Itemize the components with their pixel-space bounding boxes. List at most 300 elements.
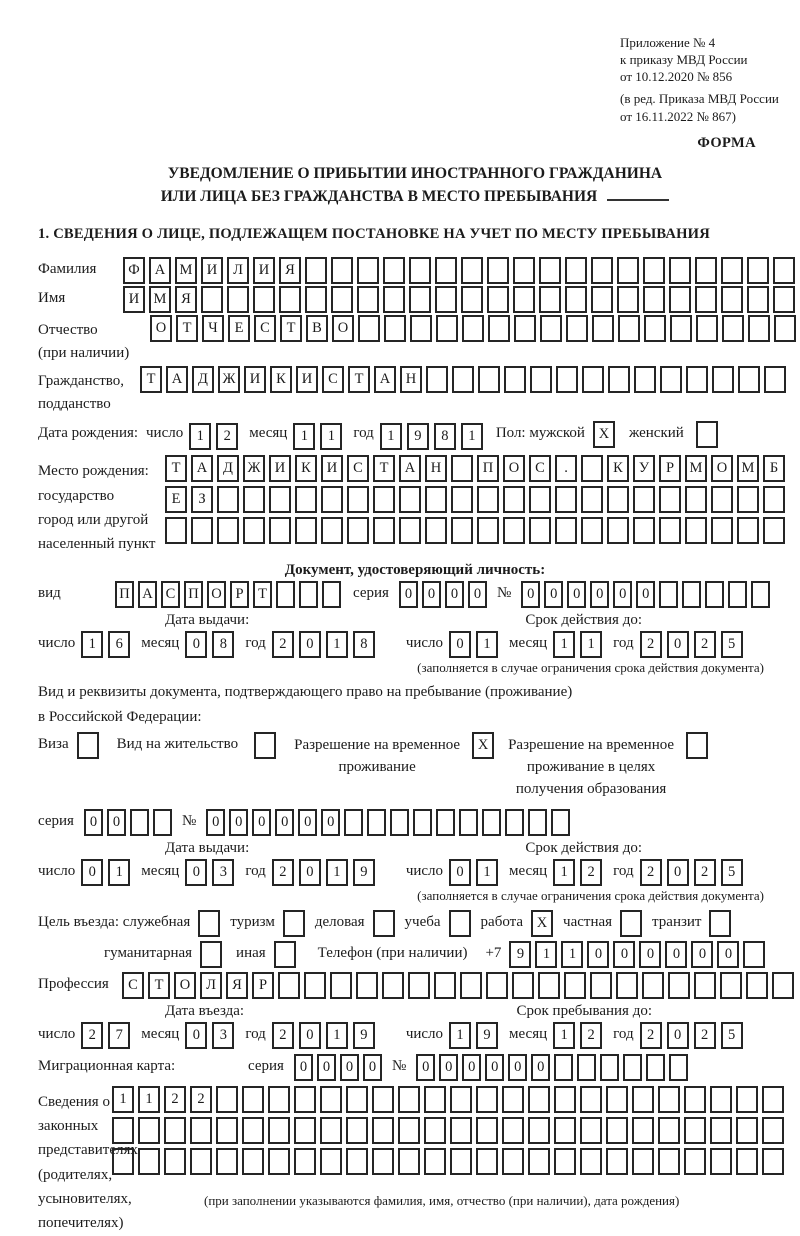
char-cell xyxy=(747,286,769,313)
month-label: месяц xyxy=(141,1025,180,1042)
char-cell xyxy=(347,486,369,513)
id-issue-day-cells xyxy=(81,631,135,658)
char-cell xyxy=(373,486,395,513)
birth-place-row-2 xyxy=(165,486,789,513)
phone-cells xyxy=(509,941,769,968)
char-cell: Т xyxy=(176,315,198,342)
purpose-humanitarian-label: гуманитарная xyxy=(104,944,193,961)
amendment-line-1: (в ред. Приказа МВД России xyxy=(620,91,779,107)
char-cell xyxy=(685,486,707,513)
char-cell xyxy=(488,315,510,342)
char-cell: Т xyxy=(140,366,162,393)
res-issue-year-cells xyxy=(272,859,380,886)
char-cell: 1 xyxy=(293,423,315,450)
char-cell xyxy=(305,286,327,313)
char-cell xyxy=(164,1117,186,1144)
char-cell: 1 xyxy=(326,1022,348,1049)
birth-date-label: Дата рождения: xyxy=(38,425,139,442)
char-cell xyxy=(322,581,341,608)
char-cell xyxy=(504,366,526,393)
char-cell xyxy=(721,257,743,284)
char-cell xyxy=(304,972,326,999)
char-cell: 9 xyxy=(509,941,531,968)
char-cell: Р xyxy=(252,972,274,999)
char-cell xyxy=(424,1086,446,1113)
char-cell: О xyxy=(503,455,525,482)
purpose-work-label: работа xyxy=(480,913,524,930)
char-cell: О xyxy=(174,972,196,999)
residence-permit-label: Вид на жительство xyxy=(116,736,239,753)
char-cell xyxy=(268,1117,290,1144)
char-cell: М xyxy=(685,455,707,482)
char-cell: 1 xyxy=(380,423,402,450)
char-cell: 0 xyxy=(416,1054,435,1081)
char-cell xyxy=(591,257,613,284)
char-cell xyxy=(477,486,499,513)
char-cell xyxy=(153,809,172,836)
profession-label: Профессия xyxy=(38,975,109,992)
char-cell xyxy=(591,286,613,313)
char-cell xyxy=(616,972,638,999)
field-birth-place xyxy=(38,455,792,556)
char-cell xyxy=(736,1148,758,1175)
char-cell xyxy=(738,366,760,393)
char-cell xyxy=(344,809,363,836)
purpose-study-label: учеба xyxy=(404,913,441,930)
char-cell xyxy=(450,1086,472,1113)
char-cell xyxy=(539,286,561,313)
char-cell xyxy=(502,1117,524,1144)
char-cell: 8 xyxy=(434,423,456,450)
char-cell xyxy=(566,315,588,342)
char-cell: 9 xyxy=(476,1022,498,1049)
char-cell: 1 xyxy=(108,859,130,886)
char-cell: Ж xyxy=(218,366,240,393)
char-cell xyxy=(436,315,458,342)
entry-dates-headers xyxy=(38,1003,792,1020)
birth-place-label: Место рождения: государство город или другой населенный пункт xyxy=(38,463,156,553)
form-title-line-1: УВЕДОМЛЕНИЕ О ПРИБЫТИИ ИНОСТРАННОГО ГРАЖДАНИНА xyxy=(167,164,663,182)
purpose-humanitarian-checkbox xyxy=(200,941,222,968)
char-cell xyxy=(694,972,716,999)
char-cell xyxy=(191,517,213,544)
char-cell xyxy=(424,1117,446,1144)
char-cell xyxy=(450,1148,472,1175)
char-cell: П xyxy=(477,455,499,482)
char-cell xyxy=(269,486,291,513)
patronymic-label: Отчество (при наличии) xyxy=(38,322,130,361)
char-cell xyxy=(279,286,301,313)
validity-note: (заполняется в случае ограничения срока действия документа) xyxy=(417,887,764,903)
char-cell: О xyxy=(150,315,172,342)
char-cell: Л xyxy=(227,257,249,284)
char-cell xyxy=(112,1117,134,1144)
month-label: месяц xyxy=(249,425,288,442)
char-cell xyxy=(268,1086,290,1113)
char-cell: 5 xyxy=(721,1022,743,1049)
char-cell: 0 xyxy=(590,581,609,608)
mig-series-label: серия xyxy=(248,1057,284,1074)
char-cell: . xyxy=(555,455,577,482)
char-cell xyxy=(356,972,378,999)
purpose-study-checkbox xyxy=(449,910,471,937)
char-cell xyxy=(695,257,717,284)
char-cell xyxy=(295,486,317,513)
mig-number-cells xyxy=(416,1054,692,1081)
month-label: месяц xyxy=(509,862,548,879)
year-label: год xyxy=(245,635,266,652)
char-cell: 1 xyxy=(553,1022,575,1049)
char-cell: М xyxy=(737,455,759,482)
form-marker: ФОРМА xyxy=(697,134,756,151)
char-cell xyxy=(502,1148,524,1175)
char-cell xyxy=(242,1148,264,1175)
appendix-line-2: к приказу МВД России xyxy=(620,52,748,68)
char-cell xyxy=(452,366,474,393)
mig-series-cells xyxy=(294,1054,386,1081)
char-cell xyxy=(669,257,691,284)
char-cell: И xyxy=(296,366,318,393)
char-cell: А xyxy=(191,455,213,482)
char-cell: 1 xyxy=(326,859,348,886)
char-cell: 1 xyxy=(476,631,498,658)
char-cell xyxy=(503,486,525,513)
char-cell: 0 xyxy=(252,809,271,836)
char-cell xyxy=(633,517,655,544)
day-label: число xyxy=(38,862,76,879)
char-cell xyxy=(426,366,448,393)
char-cell: Ж xyxy=(243,455,265,482)
char-cell: П xyxy=(184,581,203,608)
appendix-line-3: от 10.12.2020 № 856 xyxy=(620,69,733,85)
char-cell: 1 xyxy=(81,631,103,658)
char-cell xyxy=(617,257,639,284)
char-cell xyxy=(513,286,535,313)
char-cell xyxy=(294,1086,316,1113)
char-cell xyxy=(390,809,409,836)
char-cell xyxy=(486,972,508,999)
char-cell: 0 xyxy=(439,1054,458,1081)
char-cell xyxy=(505,809,524,836)
char-cell xyxy=(382,972,404,999)
surname-cells xyxy=(123,257,799,284)
char-cell xyxy=(243,486,265,513)
identity-doc-heading: Документ, удостоверяющий личность: xyxy=(284,562,546,579)
char-cell xyxy=(476,1148,498,1175)
char-cell: Л xyxy=(200,972,222,999)
birth-place-cells xyxy=(165,455,789,548)
char-cell xyxy=(528,1117,550,1144)
char-cell: И xyxy=(253,257,275,284)
char-cell xyxy=(398,1086,420,1113)
char-cell xyxy=(554,1148,576,1175)
char-cell: 0 xyxy=(107,809,126,836)
char-cell: 0 xyxy=(206,809,225,836)
char-cell: 3 xyxy=(212,1022,234,1049)
char-cell: 0 xyxy=(485,1054,504,1081)
char-cell: 5 xyxy=(721,859,743,886)
char-cell: 2 xyxy=(640,631,662,658)
amendment-block xyxy=(620,90,792,124)
char-cell xyxy=(580,1086,602,1113)
phone-label: Телефон (при наличии) xyxy=(317,944,468,961)
amendment-line-2: от 16.11.2022 № 867) xyxy=(620,108,737,124)
char-cell xyxy=(528,809,547,836)
char-cell: 0 xyxy=(587,941,609,968)
entry-dates-row xyxy=(38,1022,792,1049)
purpose-other-label: иная xyxy=(236,944,266,961)
char-cell: 0 xyxy=(299,859,321,886)
char-cell: С xyxy=(347,455,369,482)
char-cell xyxy=(190,1117,212,1144)
char-cell xyxy=(530,366,552,393)
representatives-row-3 xyxy=(112,1148,788,1175)
id-issue-year-cells xyxy=(272,631,380,658)
temp-residence-label: Разрешение на временное проживание xyxy=(294,737,461,776)
char-cell xyxy=(217,517,239,544)
section1-heading: 1. СВЕДЕНИЯ О ЛИЦЕ, ПОДЛЕЖАЩЕМ ПОСТАНОВКЕ НА УЧЕТ ПО МЕСТУ ПРЕБЫВАНИЯ xyxy=(38,226,710,243)
char-cell: 6 xyxy=(108,631,130,658)
representatives-label: Сведения о законных представителях (родителях, усыновителях, попечителях) xyxy=(38,1093,138,1232)
char-cell: 1 xyxy=(449,1022,471,1049)
char-cell xyxy=(581,486,603,513)
id-series-cells xyxy=(399,581,491,608)
birth-place-row-1 xyxy=(165,455,789,482)
field-purpose-extra-phone xyxy=(38,941,792,968)
form-title-line-2 xyxy=(38,185,792,208)
passport-dates-row xyxy=(38,631,792,658)
char-cell xyxy=(269,517,291,544)
char-cell: И xyxy=(201,257,223,284)
char-cell: 0 xyxy=(275,809,294,836)
char-cell: 0 xyxy=(321,809,340,836)
char-cell xyxy=(564,972,586,999)
passport-dates-headers xyxy=(38,612,792,629)
char-cell xyxy=(774,315,796,342)
char-cell xyxy=(658,1117,680,1144)
sex-male-label: Пол: мужской xyxy=(495,425,585,442)
char-cell xyxy=(513,257,535,284)
char-cell xyxy=(201,286,223,313)
char-cell xyxy=(658,1086,680,1113)
day-label: число xyxy=(146,425,184,442)
char-cell: М xyxy=(149,286,171,313)
char-cell xyxy=(502,1086,524,1113)
temp-residence-edu-label: Разрешение на временное проживание в целях получения образования xyxy=(508,737,675,797)
char-cell xyxy=(632,1148,654,1175)
char-cell: А xyxy=(166,366,188,393)
char-cell xyxy=(554,1086,576,1113)
char-cell: 0 xyxy=(294,1054,313,1081)
char-cell xyxy=(347,517,369,544)
form-title xyxy=(38,162,792,209)
purpose-work-checkbox: X xyxy=(531,910,553,937)
char-cell xyxy=(711,486,733,513)
char-cell xyxy=(477,517,499,544)
given-name-cells xyxy=(123,286,799,313)
char-cell: Р xyxy=(659,455,681,482)
char-cell: А xyxy=(138,581,157,608)
char-cell xyxy=(278,972,300,999)
char-cell: 0 xyxy=(422,581,441,608)
char-cell: 2 xyxy=(640,1022,662,1049)
char-cell: 0 xyxy=(449,631,471,658)
char-cell xyxy=(617,286,639,313)
char-cell: 0 xyxy=(399,581,418,608)
char-cell xyxy=(762,1117,784,1144)
char-cell xyxy=(670,315,692,342)
char-cell xyxy=(682,581,701,608)
char-cell xyxy=(710,1148,732,1175)
char-cell xyxy=(190,1148,212,1175)
char-cell xyxy=(367,809,386,836)
field-visit-purpose xyxy=(38,910,792,937)
purpose-business-label: деловая xyxy=(314,913,365,930)
char-cell xyxy=(165,517,187,544)
char-cell xyxy=(722,315,744,342)
char-cell xyxy=(295,517,317,544)
birth-day-cells xyxy=(189,423,243,450)
char-cell xyxy=(668,972,690,999)
mig-number-label: № xyxy=(391,1057,407,1074)
char-cell xyxy=(712,366,734,393)
char-cell xyxy=(600,1054,619,1081)
char-cell: Т xyxy=(348,366,370,393)
char-cell xyxy=(762,1148,784,1175)
char-cell: Е xyxy=(165,486,187,513)
char-cell: 2 xyxy=(580,1022,602,1049)
purpose-transit-checkbox xyxy=(709,910,731,937)
char-cell xyxy=(746,972,768,999)
temp-residence-edu-checkbox xyxy=(686,732,708,759)
day-label: число xyxy=(405,635,444,652)
char-cell xyxy=(331,257,353,284)
char-cell xyxy=(138,1148,160,1175)
char-cell xyxy=(618,315,640,342)
res-series-cells xyxy=(84,809,176,836)
char-cell xyxy=(216,1086,238,1113)
char-cell xyxy=(705,581,724,608)
char-cell xyxy=(669,286,691,313)
field-identity-doc xyxy=(38,581,792,608)
char-cell: Т xyxy=(373,455,395,482)
char-cell xyxy=(450,1117,472,1144)
char-cell: 0 xyxy=(636,581,655,608)
year-label: год xyxy=(613,862,634,879)
id-number-cells xyxy=(521,581,774,608)
char-cell xyxy=(242,1086,264,1113)
char-cell xyxy=(383,286,405,313)
char-cell xyxy=(659,486,681,513)
char-cell: С xyxy=(529,455,551,482)
field-surname xyxy=(38,257,792,284)
char-cell xyxy=(695,286,717,313)
char-cell: Т xyxy=(253,581,272,608)
char-cell: 1 xyxy=(138,1086,160,1113)
char-cell: 1 xyxy=(553,859,575,886)
char-cell xyxy=(634,366,656,393)
char-cell xyxy=(321,517,343,544)
char-cell xyxy=(503,517,525,544)
char-cell xyxy=(710,1117,732,1144)
char-cell: 2 xyxy=(81,1022,103,1049)
char-cell xyxy=(451,455,473,482)
char-cell xyxy=(487,257,509,284)
char-cell xyxy=(373,517,395,544)
char-cell xyxy=(243,517,265,544)
char-cell xyxy=(461,286,483,313)
representatives-row-2 xyxy=(112,1117,788,1144)
field-profession xyxy=(38,972,792,999)
char-cell: 1 xyxy=(189,423,211,450)
char-cell: У xyxy=(633,455,655,482)
char-cell: О xyxy=(711,455,733,482)
char-cell xyxy=(644,315,666,342)
char-cell xyxy=(268,1148,290,1175)
representatives-row-1 xyxy=(112,1086,788,1113)
char-cell xyxy=(685,517,707,544)
phone-prefix: +7 xyxy=(485,944,502,961)
entry-date-header: Дата въезда: xyxy=(165,1002,245,1019)
issue-date-header: Дата выдачи: xyxy=(165,612,250,629)
char-cell: 0 xyxy=(340,1054,359,1081)
char-cell xyxy=(764,366,786,393)
char-cell xyxy=(398,1148,420,1175)
char-cell: Д xyxy=(217,455,239,482)
day-label: число xyxy=(38,635,76,652)
char-cell xyxy=(646,1054,665,1081)
citizenship-cells xyxy=(140,366,790,393)
char-cell xyxy=(294,1117,316,1144)
res-series-label: серия xyxy=(38,812,74,829)
char-cell xyxy=(399,517,421,544)
char-cell: 0 xyxy=(81,859,103,886)
char-cell: С xyxy=(161,581,180,608)
char-cell xyxy=(410,315,432,342)
char-cell xyxy=(743,941,765,968)
char-cell xyxy=(643,286,665,313)
char-cell: А xyxy=(399,455,421,482)
field-given-name xyxy=(38,286,792,313)
char-cell xyxy=(556,366,578,393)
month-label: месяц xyxy=(141,862,180,879)
char-cell xyxy=(736,1086,758,1113)
char-cell xyxy=(346,1148,368,1175)
char-cell xyxy=(217,486,239,513)
char-cell xyxy=(476,1117,498,1144)
char-cell xyxy=(460,972,482,999)
char-cell xyxy=(606,1148,628,1175)
char-cell xyxy=(399,486,421,513)
month-label: месяц xyxy=(509,1025,548,1042)
char-cell: Б xyxy=(763,455,785,482)
id-series-label: серия xyxy=(353,585,389,602)
year-label: год xyxy=(245,862,266,879)
purpose-official-label: Цель въезда: служебная xyxy=(38,913,191,930)
char-cell: 2 xyxy=(272,859,294,886)
char-cell: 0 xyxy=(185,1022,207,1049)
char-cell xyxy=(528,1086,550,1113)
char-cell xyxy=(409,286,431,313)
residence-doc-line-2: в Российской Федерации: xyxy=(38,709,202,726)
char-cell xyxy=(299,581,318,608)
char-cell: 1 xyxy=(535,941,557,968)
char-cell: И xyxy=(269,455,291,482)
temp-residence-checkbox: X xyxy=(472,732,494,759)
char-cell: 0 xyxy=(363,1054,382,1081)
char-cell: 1 xyxy=(580,631,602,658)
stay-day-cells xyxy=(449,1022,503,1049)
